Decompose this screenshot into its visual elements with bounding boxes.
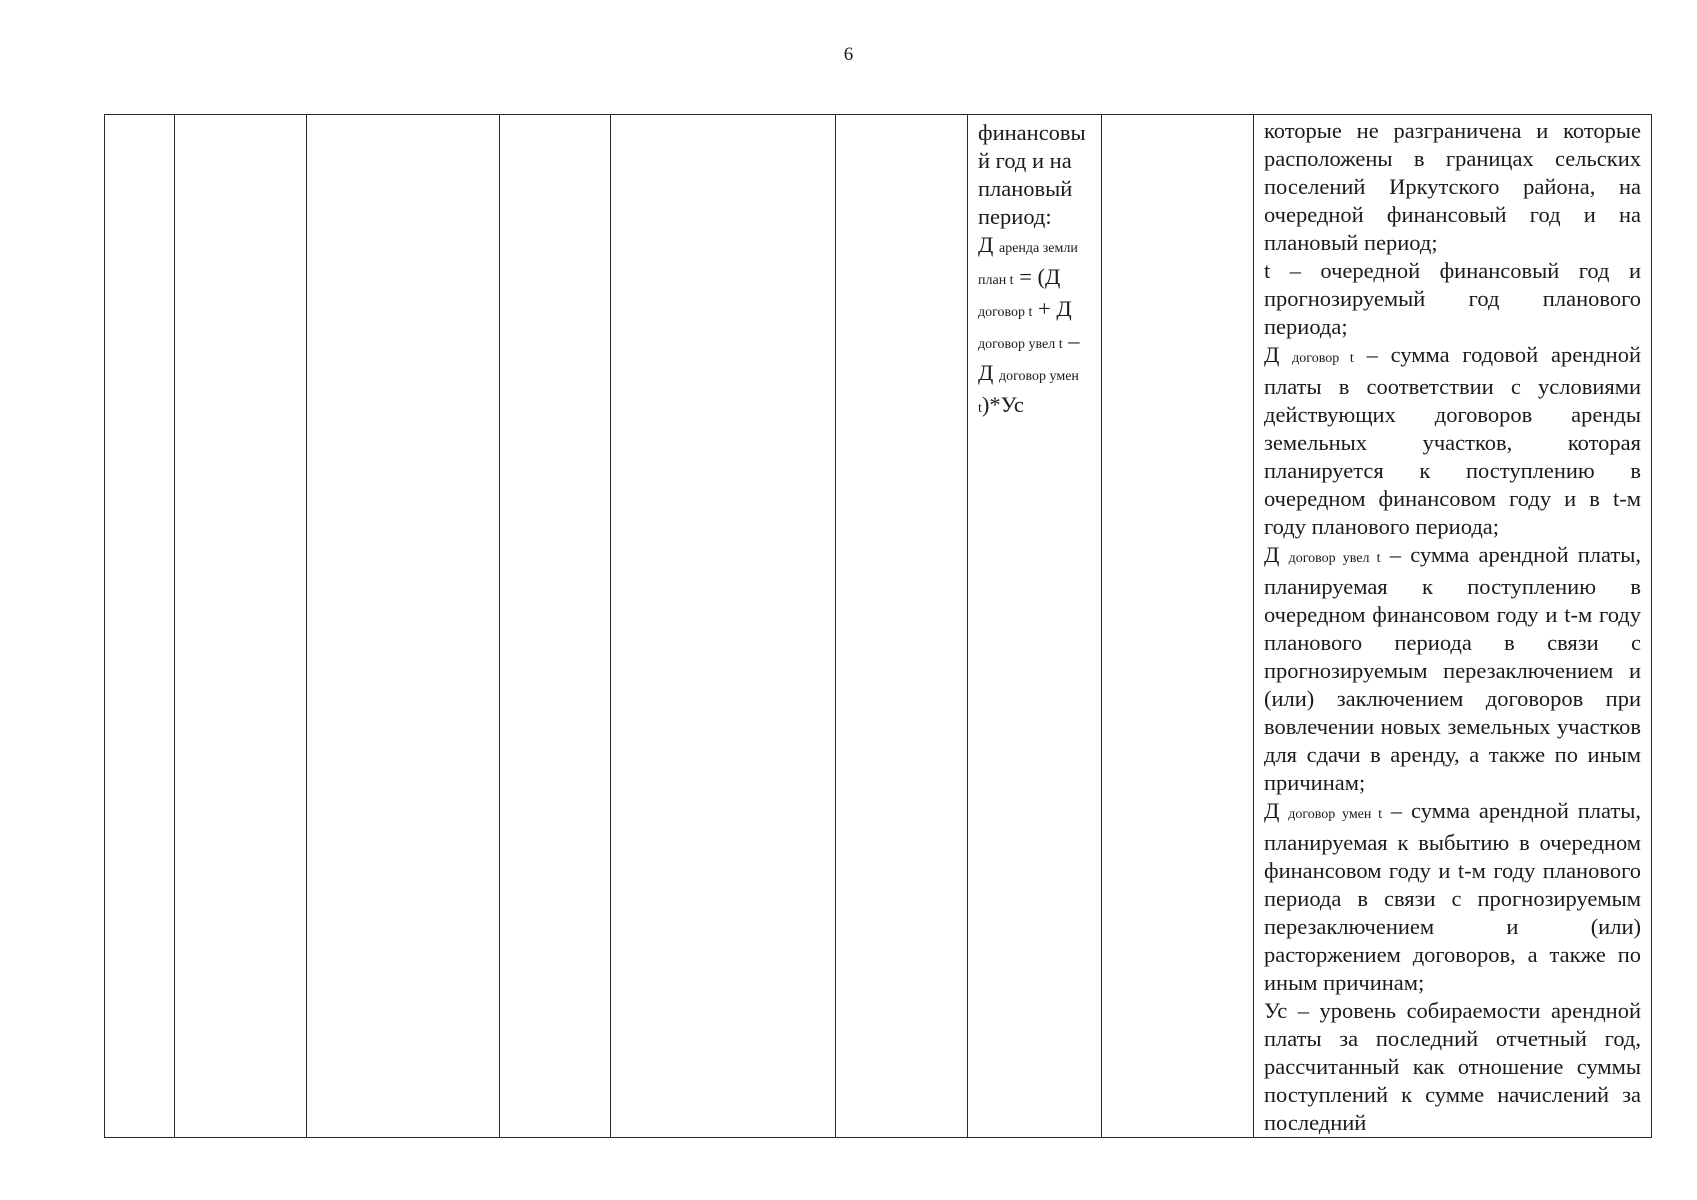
formula-sub-arenda: аренда земли план t [978, 241, 1078, 288]
page-number: 6 [843, 44, 854, 65]
description-paragraph-4 [1264, 541, 1641, 797]
formula-equals: = (Д [1013, 264, 1061, 289]
term-definition: – сумма арендной платы, планируемая к поступлению в очередном финансовом году и t-м году планового периода в связи с прогнозируемым перезаключением и (или) заключением договоров при вовлечении новых земельных участков для сдачи в аренду, а также по иным причинам; [1264, 542, 1642, 795]
document-table [104, 114, 1652, 1138]
formula-sub-dogovor-umen: договор умен t [978, 369, 1079, 416]
formula-sub-dogovor: договор t [978, 305, 1033, 320]
table-cell-col3 [307, 115, 500, 1138]
description-cell [1254, 115, 1652, 1138]
table-cell-col2 [175, 115, 307, 1138]
table-cell-col6 [836, 115, 968, 1138]
term-definition: – сумма арендной платы, планируемая к выбытию в очередном финансовом году и t-м году планового периода в связи с прогнозируемым перезаключением и (или) расторжением договоров, а также по иным причинам; [1264, 798, 1641, 995]
term-subscript: договор t [1292, 351, 1354, 366]
term-definition: – сумма годовой арендной платы в соответствии с условиями действующих договоров аренды земельных участков, которая планируется к поступлению в очередном финансовом году и в t-м году планового периода; [1264, 342, 1641, 539]
formula-cell [968, 115, 1102, 1138]
description-text [1264, 117, 1641, 1137]
formula-minus: – Д [978, 328, 1080, 385]
description-paragraph-6: Ус – уровень собираемости арендной платы за последний отчетный год, рассчитанный как отношение суммы поступлений к сумме начислений за последний [1264, 998, 1641, 1135]
term-letter: Д [1264, 798, 1280, 823]
table-row [105, 115, 1652, 1138]
description-paragraph-2: t – очередной финансовый год и прогнозируемый год планового периода; [1264, 258, 1641, 339]
term-subscript: договор умен t [1288, 807, 1383, 822]
term-letter: Д [1264, 342, 1280, 367]
description-paragraph-5 [1264, 797, 1641, 997]
formula-tail: )*Ус [981, 392, 1024, 417]
table-cell-col1 [105, 115, 175, 1138]
term-subscript: договор увел t [1288, 551, 1381, 566]
formula-intro: финансовый год и на плановый период: [978, 120, 1086, 229]
term-letter: Д [1264, 542, 1280, 567]
description-paragraph-3 [1264, 341, 1641, 541]
formula-plus: + Д [1038, 296, 1072, 321]
description-paragraph-1: которые не разграничена и которые расположены в границах сельских поселений Иркутского района, на очередной финансовый год и на плановый период; [1264, 118, 1641, 255]
formula-sub-dogovor-uvel: договор увел t [978, 337, 1063, 352]
table-cell-col4 [500, 115, 611, 1138]
formula-term-d: Д [978, 232, 994, 257]
table-cell-col8 [1102, 115, 1254, 1138]
table-cell-col5 [611, 115, 836, 1138]
